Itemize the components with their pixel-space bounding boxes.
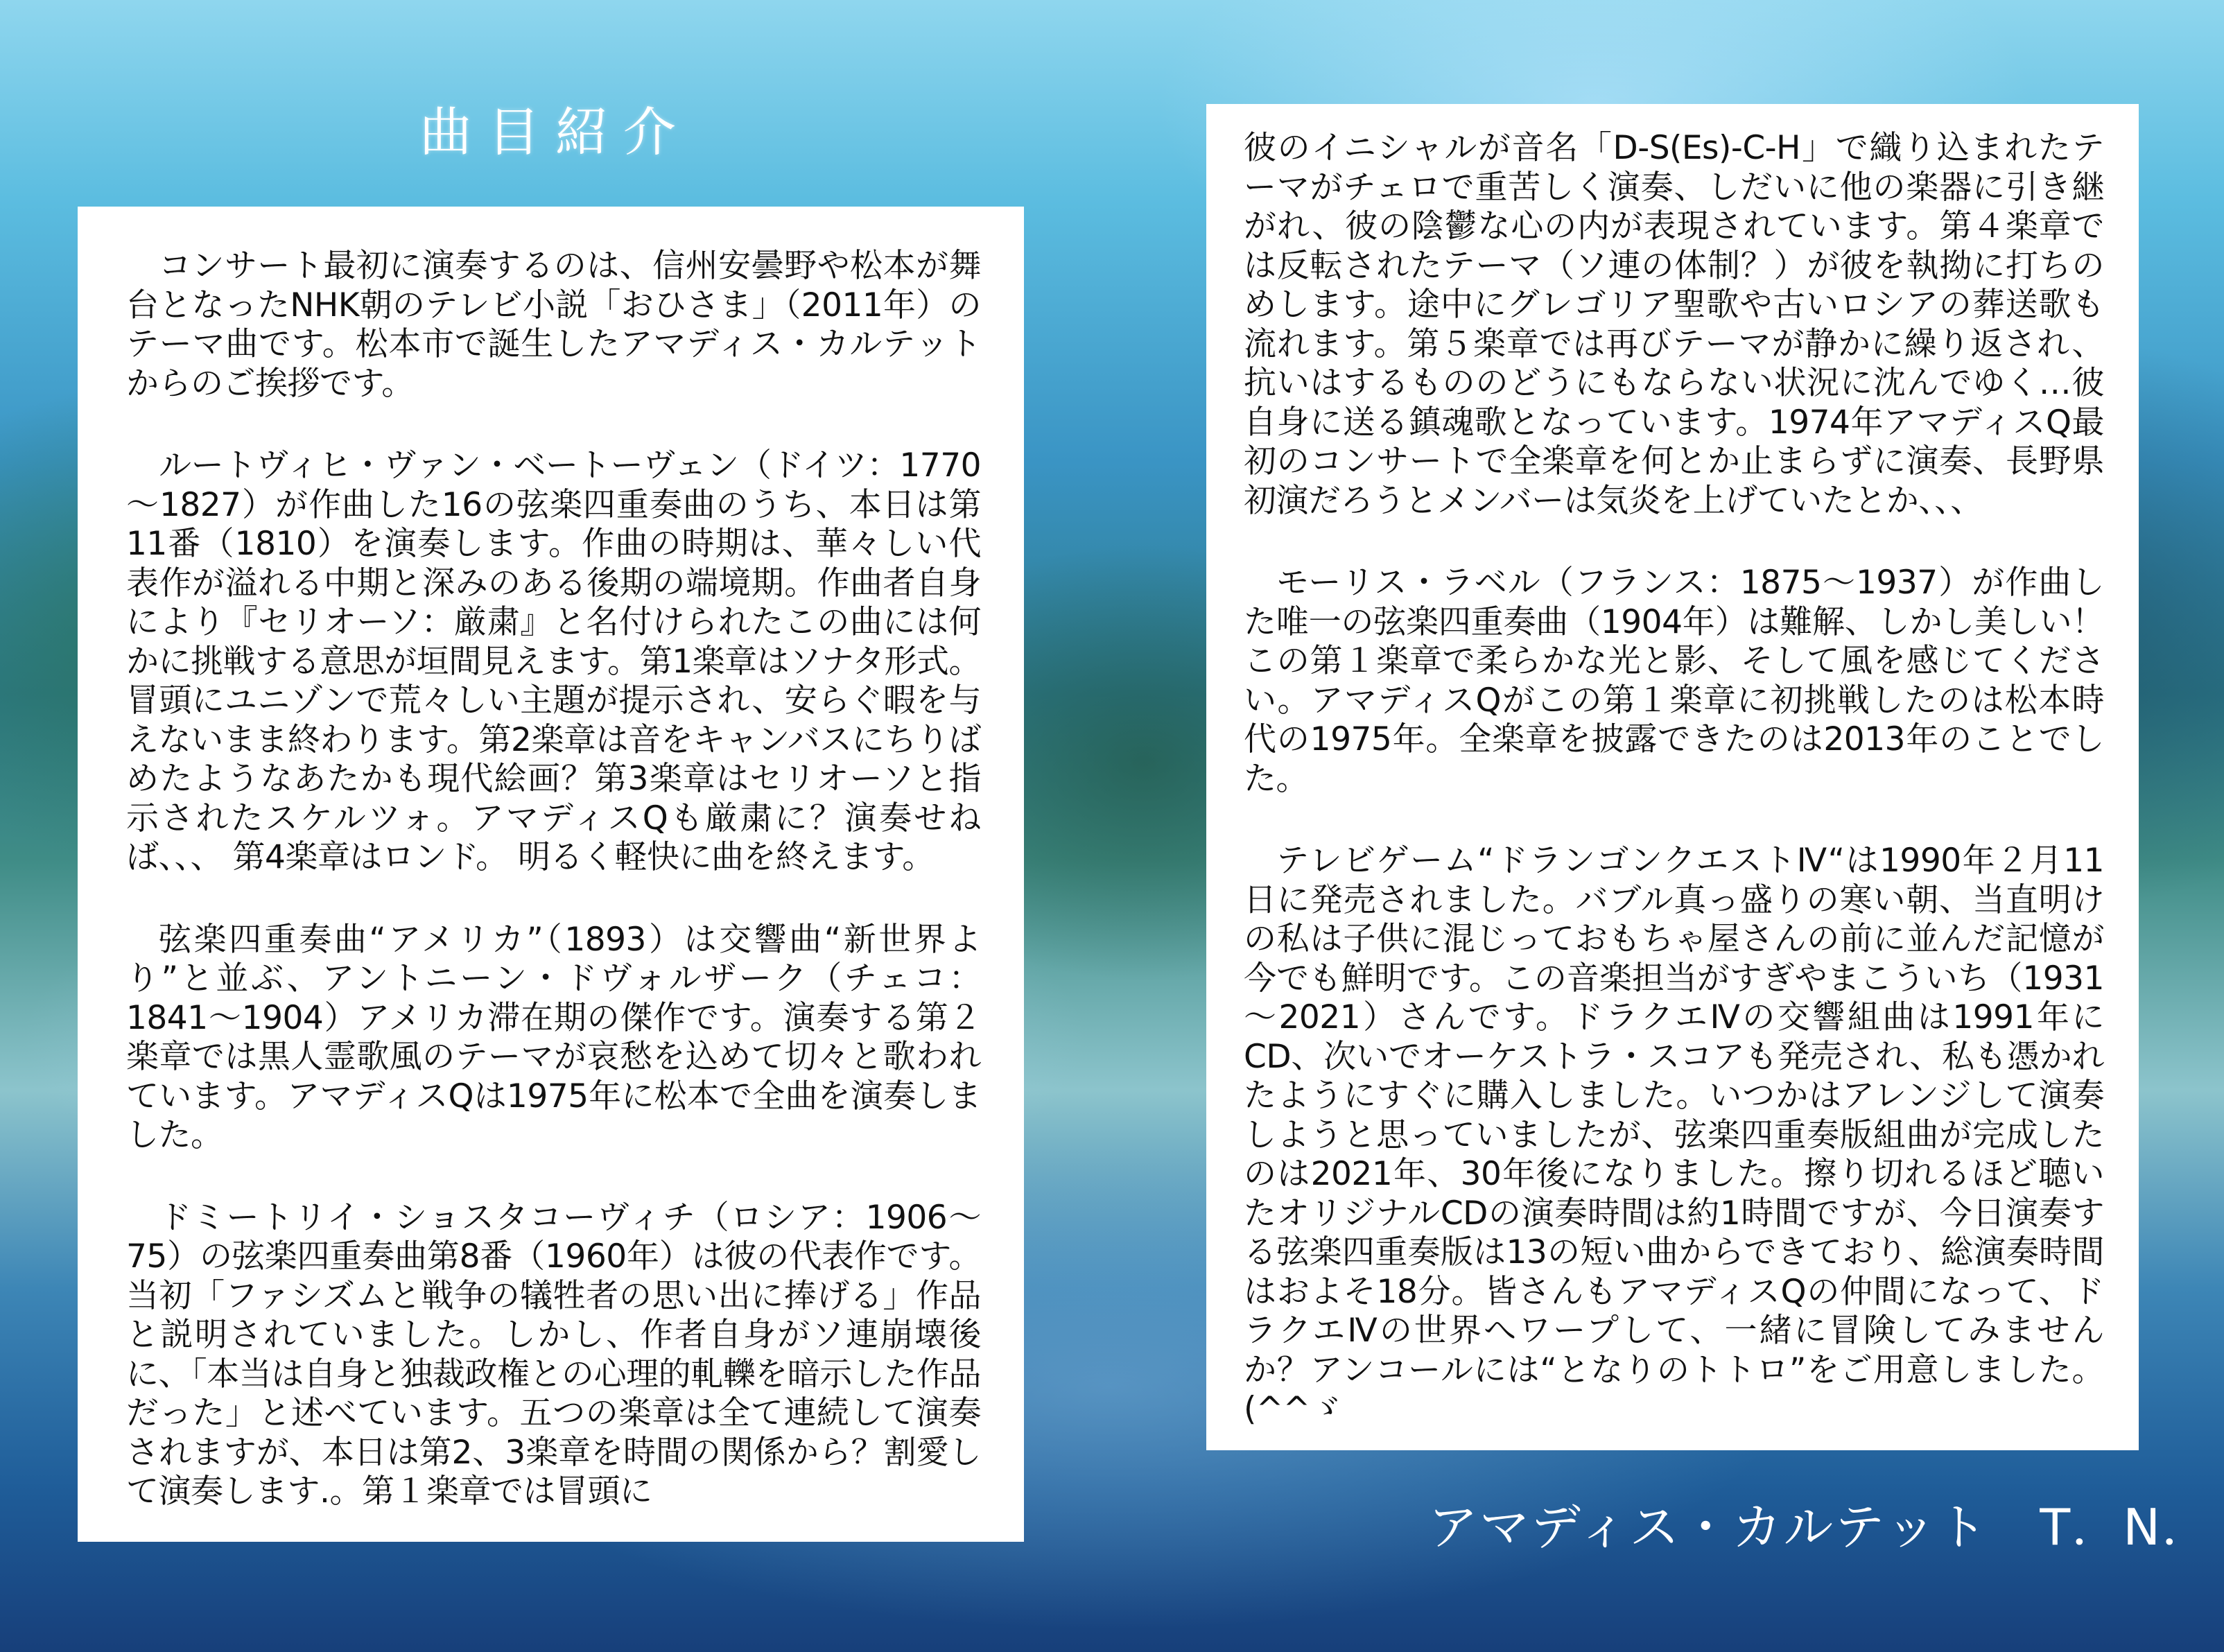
paragraph-dragon-quest: テレビゲーム“ドランゴンクエストⅣ“は1990年２月11日に発売されました。バブル真っ盛りの寒い朝、当直明けの私は子供に混じっておもちゃ屋さんの前に並んだ記憶が今でも鮮明です。この音楽担当がすぎやまこういち（1931～2021）さんです。ドラクエⅣの交響組曲は1991年にCD、次いでオーケストラ・スコアも発売され、私も憑かれたようにすぐに購入しました。いつかはアレンジして演奏しようと思っていましたが、弦楽四重奏版組曲が完成したのは2021年、30年後になりました。擦り切れるほど聴いたオリジナルCDの演奏時間は約1時間ですが、今日演奏する弦楽四重奏版は13の短い曲からできており、総演奏時間はおよそ18分。皆さんもアマディスQの仲間になって、ドラクエⅣの世界へワープして、一緒に冒険してみませんか？アンコールには“となりのトトロ”をご用意しました。(^^ゞ	[1244, 842, 2104, 1428]
paragraph-shostakovich: ドミートリイ・ショスタコーヴィチ（ロシア：1906～75）の弦楽四重奏曲第8番（1960年）は彼の代表作です。当初「ファシズムと戦争の犠牲者の思い出に捧げる」作品と説明されていました。しかし、作者自身がソ連崩壊後に、「本当は自身と独裁政権との心理的軋轢を暗示した作品だった」と述べています。五つの楽章は全て連続して演奏されますが、本日は第2、3楽章を時間の関係から？割愛して演奏します.。第１楽章では冒頭に	[126, 1198, 981, 1511]
signature: アマディス・カルテット T．N．	[1428, 1498, 2214, 1556]
paragraph-dvorak: 弦楽四重奏曲“アメリカ”（1893）は交響曲“新世界より”と並ぶ、アントニーン・ドヴォルザーク（チェコ：1841～1904）アメリカ滞在期の傑作です。演奏する第２楽章では黒人霊歌風のテーマが哀愁を込めて切々と歌われています。アマディスQは1975年に松本で全曲を演奏しました。	[126, 920, 981, 1154]
right-text-panel	[1206, 104, 2139, 1450]
left-text-panel	[78, 207, 1024, 1542]
paragraph-beethoven: ルートヴィヒ・ヴァン・ベートーヴェン（ドイツ：1770～1827）が作曲した16の弦楽四重奏曲のうち、本日は第11番（1810）を演奏します。作曲の時期は、華々しい代表作が溢れる中期と深みのある後期の端境期。作曲者自身により『セリオーソ：厳粛』と名付けられたこの曲には何かに挑戦する意思が垣間見えます。第1楽章はソナタ形式。冒頭にユニゾンで荒々しい主題が提示され、安らぐ暇を与えないまま終わります。第2楽章は音をキャンバスにちりばめたようなあたかも現代絵画？第3楽章はセリオーソと指示されたスケルツォ。アマディスQも厳粛に？演奏せねば、、、 第4楽章はロンド。 明るく軽快に曲を終えます。	[126, 446, 981, 876]
paragraph-opening: コンサート最初に演奏するのは、信州安曇野や松本が舞台となったNHK朝のテレビ小説「おひさま」（2011年）のテーマ曲です。松本市で誕生したアマディス・カルテットからのご挨拶です。	[126, 247, 981, 403]
page-title: 曲目紹介	[419, 101, 691, 163]
paragraph-shostakovich-continued: 彼のイニシャルが音名「D-S(Es)-C-H」で織り込まれたテーマがチェロで重苦しく演奏、しだいに他の楽器に引き継がれ、彼の陰鬱な心の内が表現されています。第４楽章では反転されたテーマ（ソ連の体制？）が彼を執拗に打ちのめします。途中にグレゴリア聖歌や古いロシアの葬送歌も流れます。第５楽章では再びテーマが静かに繰り返され、抗いはするもののどうにもならない状況に沈んでゆく…彼自身に送る鎮魂歌となっています。1974年アマディスQ最初のコンサートで全楽章を何とか止まらずに演奏、長野県初演だろうとメンバーは気炎を上げていたとか、、、	[1244, 129, 2104, 520]
paragraph-ravel: モーリス・ラベル（フランス：1875～1937）が作曲した唯一の弦楽四重奏曲（1904年）は難解、しかし美しい！この第１楽章で柔らかな光と影、そして風を感じてください。アマディスQがこの第１楽章に初挑戦したのは松本時代の1975年。全楽章を披露できたのは2013年のことでした。	[1244, 564, 2104, 798]
